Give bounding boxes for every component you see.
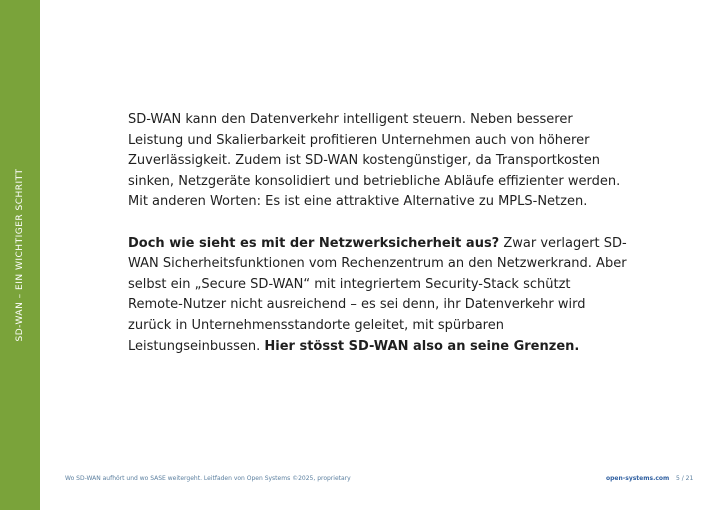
main-content	[128, 110, 628, 357]
footer-note: Wo SD-WAN aufhört und wo SASE weitergeht. Leitfaden von Open Systems ©2025, proprietary	[65, 475, 351, 482]
footer-website-link[interactable]: open-systems.com	[606, 475, 670, 482]
paragraph-security-text: Zwar verlagert SD-WAN Sicherheitsfunktionen vom Rechenzentrum an den Netzwerkrand. Aber selbst ein „Secure SD-WAN“ mit integriertem Security-Stack schützt Remote-Nutzer nicht ausreichend – es sei denn, ihr Datenverkehr wird zurück in Unternehmensstandorte geleitet, mit spürbaren Leistungseinbussen.	[128, 235, 627, 354]
sidebar-section-label: SD-WAN – EIN WICHTIGER SCHRITT	[15, 168, 25, 342]
paragraph-security-conclusion: Hier stösst SD-WAN also an seine Grenzen.	[264, 338, 580, 354]
page-number: 5 / 21	[676, 475, 694, 482]
paragraph-security	[128, 234, 628, 358]
paragraph-security-question: Doch wie sieht es mit der Netzwerksicherheit aus?	[128, 235, 500, 251]
sidebar	[0, 0, 40, 510]
paragraph-intro: SD-WAN kann den Datenverkehr intelligent steuern. Neben besserer Leistung und Skalierbarkeit profitieren Unternehmen auch von höherer Zuverlässigkeit. Zudem ist SD-WAN kostengünstiger, da Transportkosten sinken, Netzgeräte konsolidiert und betriebliche Abläufe effizienter werden. Mit anderen Worten: Es ist eine attraktive Alternative zu MPLS-Netzen.	[128, 112, 621, 210]
